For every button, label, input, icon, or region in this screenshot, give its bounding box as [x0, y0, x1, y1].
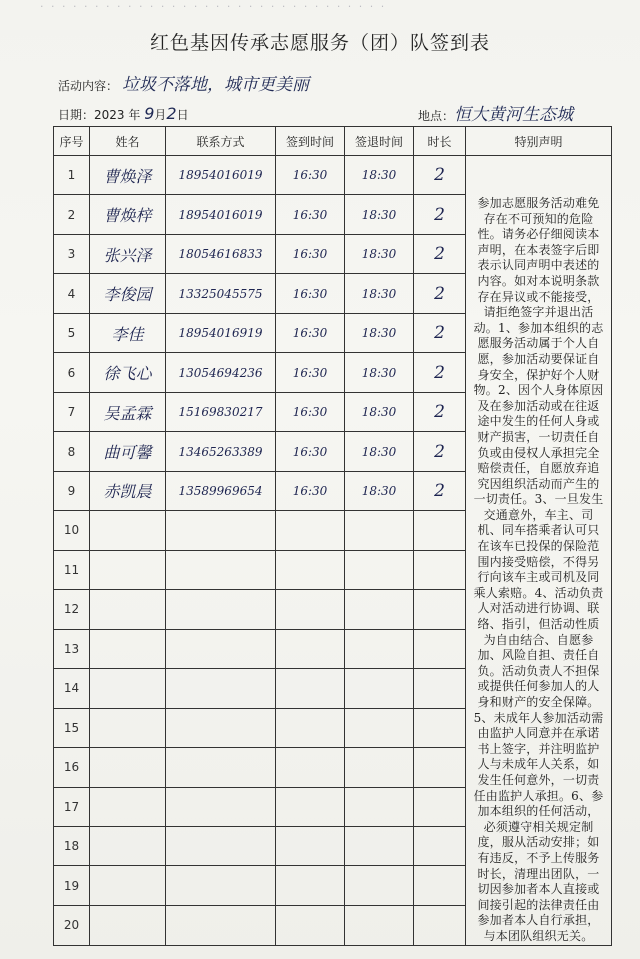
activity-line — [58, 70, 309, 95]
row-name — [90, 905, 166, 945]
row-duration: 2 — [414, 392, 466, 431]
bleed-through-text: · · · · · · · · · · · · · · · · · · · · · · · · · · · · · · · · — [40, 0, 387, 13]
row-sign-out-time — [345, 866, 414, 905]
row-sign-out-time — [345, 629, 414, 668]
row-sign-in-time — [276, 511, 345, 550]
row-name — [90, 629, 166, 668]
row-sign-out-time: 18:30 — [345, 353, 414, 392]
row-sign-in-time — [276, 550, 345, 589]
row-name: 吴孟霖 — [90, 392, 166, 431]
header-phone: 联系方式 — [166, 127, 276, 156]
date-label: 日期：2023 年 — [58, 108, 141, 122]
date-line — [58, 104, 189, 123]
row-name — [90, 826, 166, 865]
activity-value: 垃圾不落地，城市更美丽 — [122, 75, 310, 95]
row-sign-out-time — [345, 669, 414, 708]
row-sign-in-time: 16:30 — [276, 234, 345, 273]
row-number: 19 — [54, 866, 90, 905]
header-name: 姓名 — [90, 127, 166, 156]
row-duration — [414, 787, 466, 826]
row-sign-out-time: 18:30 — [345, 313, 414, 352]
row-number: 4 — [54, 274, 90, 313]
row-sign-out-time — [345, 826, 414, 865]
row-phone — [166, 826, 276, 865]
row-sign-in-time — [276, 905, 345, 945]
row-duration — [414, 629, 466, 668]
row-sign-in-time — [276, 629, 345, 668]
row-sign-in-time — [276, 787, 345, 826]
row-duration: 2 — [414, 156, 466, 195]
row-sign-in-time — [276, 866, 345, 905]
row-duration: 2 — [414, 432, 466, 471]
row-number: 16 — [54, 748, 90, 787]
row-sign-out-time: 18:30 — [345, 274, 414, 313]
row-sign-in-time: 16:30 — [276, 392, 345, 431]
row-sign-in-time: 16:30 — [276, 353, 345, 392]
row-phone — [166, 629, 276, 668]
row-phone: 15169830217 — [166, 392, 276, 431]
row-sign-out-time: 18:30 — [345, 432, 414, 471]
table-header-row — [54, 127, 612, 156]
row-phone — [166, 669, 276, 708]
row-phone — [166, 866, 276, 905]
header-duration: 时长 — [414, 127, 466, 156]
activity-label: 活动内容： — [58, 79, 119, 93]
row-sign-in-time — [276, 748, 345, 787]
row-sign-out-time — [345, 905, 414, 945]
row-duration — [414, 826, 466, 865]
row-duration — [414, 511, 466, 550]
row-number: 11 — [54, 550, 90, 589]
row-sign-in-time — [276, 669, 345, 708]
row-duration: 2 — [414, 313, 466, 352]
row-number: 12 — [54, 590, 90, 629]
row-sign-out-time: 18:30 — [345, 156, 414, 195]
row-name: 曲可馨 — [90, 432, 166, 471]
row-number: 17 — [54, 787, 90, 826]
row-phone — [166, 590, 276, 629]
row-sign-in-time: 16:30 — [276, 274, 345, 313]
date-day-label: 日 — [176, 108, 189, 122]
row-sign-in-time: 16:30 — [276, 156, 345, 195]
row-name: 李俊园 — [90, 274, 166, 313]
row-duration — [414, 590, 466, 629]
row-number: 8 — [54, 432, 90, 471]
table-body — [54, 156, 612, 946]
place-line — [418, 100, 573, 125]
header-sign-in: 签到时间 — [276, 127, 345, 156]
row-sign-out-time — [345, 550, 414, 589]
row-number: 6 — [54, 353, 90, 392]
row-phone — [166, 905, 276, 945]
date-month-label: 月 — [154, 108, 167, 122]
row-name — [90, 708, 166, 747]
row-phone: 13589969654 — [166, 471, 276, 510]
row-sign-out-time — [345, 708, 414, 747]
row-sign-in-time — [276, 708, 345, 747]
date-day: 2 — [166, 104, 177, 123]
row-sign-out-time: 18:30 — [345, 195, 414, 234]
row-phone: 13465263389 — [166, 432, 276, 471]
row-name: 曹焕梓 — [90, 195, 166, 234]
row-sign-out-time — [345, 511, 414, 550]
row-phone: 18954016019 — [166, 195, 276, 234]
row-duration: 2 — [414, 353, 466, 392]
row-number: 1 — [54, 156, 90, 195]
row-sign-out-time: 18:30 — [345, 471, 414, 510]
row-sign-out-time — [345, 748, 414, 787]
row-name — [90, 511, 166, 550]
sign-in-table — [53, 126, 612, 946]
row-phone: 18954016019 — [166, 156, 276, 195]
row-sign-out-time — [345, 787, 414, 826]
row-sign-in-time: 16:30 — [276, 432, 345, 471]
row-name — [90, 669, 166, 708]
row-name — [90, 748, 166, 787]
place-value: 恒大黄河生态城 — [454, 105, 574, 125]
row-duration: 2 — [414, 234, 466, 273]
row-name: 李佳 — [90, 313, 166, 352]
row-duration — [414, 748, 466, 787]
row-name — [90, 590, 166, 629]
row-number: 14 — [54, 669, 90, 708]
table-row — [54, 156, 612, 195]
row-sign-out-time: 18:30 — [345, 234, 414, 273]
row-name — [90, 866, 166, 905]
special-statement: 参加志愿服务活动难免存在不可预知的危险性。请务必仔细阅读本声明，在本表签字后即表示认同声明中表述的内容。如对本说明条款存在异议或不能接受，请拒绝签字并退出活动。1、参加本组织的志愿服务活动属于个人自愿，参加活动要保证自身安全，保护好个人财物。2、因个人身体原因及在参加活动或在往返途中发生的任何人身或财产损害，一切责任自负或由侵权人承担完全赔偿责任，自愿放弃追究因组织活动而产生的一切责任。3、一旦发生交通意外，车主、司机、同车搭乘者认可只在该车已投保的保险范围内接受赔偿，不得另行向该车主或司机及同乘人索赔。4、活动负责人对活动进行协调、联络、指引，但活动性质为自由结合、自愿参加、风险自担、责任自负。活动负责人不担保或提供任何参加人的人身和财产的安全保障。5、未成年人参加活动需由监护人同意并在承诺书上签字，并注明监护人与未成年人关系，如发生任何意外，一切责任由监护人承担。6、参加本组织的任何活动，必须遵守相关规定制度，服从活动安排；如有违反，不予上传服务时长，清理出团队，一切因参加者本人直接或间接引起的法律责任由参加者本人自行承担，与本团队组织无关。 — [466, 156, 612, 946]
row-sign-in-time: 16:30 — [276, 471, 345, 510]
row-phone — [166, 550, 276, 589]
row-sign-in-time — [276, 826, 345, 865]
row-phone — [166, 748, 276, 787]
row-duration — [414, 550, 466, 589]
row-number: 7 — [54, 392, 90, 431]
row-name — [90, 550, 166, 589]
row-duration — [414, 708, 466, 747]
row-phone: 18954016919 — [166, 313, 276, 352]
row-duration: 2 — [414, 274, 466, 313]
header-statement: 特别声明 — [466, 127, 612, 156]
row-number: 9 — [54, 471, 90, 510]
row-phone — [166, 708, 276, 747]
row-sign-out-time: 18:30 — [345, 392, 414, 431]
row-number: 3 — [54, 234, 90, 273]
date-month: 9 — [144, 104, 155, 123]
row-name — [90, 787, 166, 826]
row-phone: 13054694236 — [166, 353, 276, 392]
place-label: 地点： — [418, 109, 455, 123]
row-name: 曹焕泽 — [90, 156, 166, 195]
row-sign-out-time — [345, 590, 414, 629]
row-duration: 2 — [414, 195, 466, 234]
row-phone — [166, 787, 276, 826]
row-name: 赤凯晨 — [90, 471, 166, 510]
header-sign-out: 签退时间 — [345, 127, 414, 156]
row-name: 张兴泽 — [90, 234, 166, 273]
row-phone: 13325045575 — [166, 274, 276, 313]
row-number: 18 — [54, 826, 90, 865]
row-sign-in-time: 16:30 — [276, 195, 345, 234]
row-phone — [166, 511, 276, 550]
row-sign-in-time: 16:30 — [276, 313, 345, 352]
row-duration: 2 — [414, 471, 466, 510]
row-number: 15 — [54, 708, 90, 747]
row-name: 徐飞心 — [90, 353, 166, 392]
row-duration — [414, 905, 466, 945]
sheet-title: 红色基因传承志愿服务（团）队签到表 — [149, 32, 490, 54]
row-number: 5 — [54, 313, 90, 352]
row-phone: 18054616833 — [166, 234, 276, 273]
row-duration — [414, 669, 466, 708]
row-number: 10 — [54, 511, 90, 550]
row-duration — [414, 866, 466, 905]
row-number: 2 — [54, 195, 90, 234]
row-number: 20 — [54, 905, 90, 945]
header-no: 序号 — [54, 127, 90, 156]
row-sign-in-time — [276, 590, 345, 629]
row-number: 13 — [54, 629, 90, 668]
